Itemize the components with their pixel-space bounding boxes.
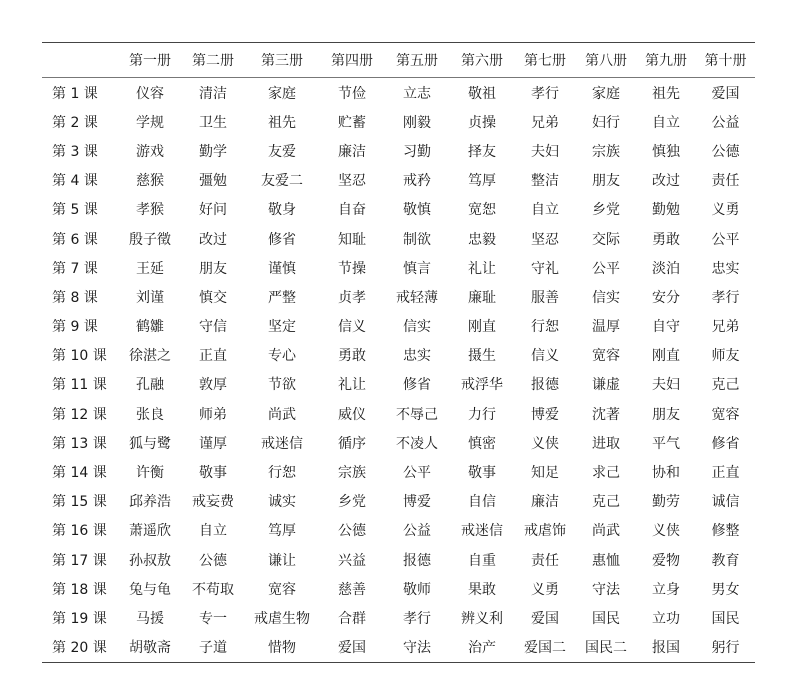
table-cell: 循序 <box>338 435 366 452</box>
table-cell: 辨义利 <box>461 610 503 627</box>
table-cell: 宽恕 <box>468 202 496 219</box>
table-cell: 刚直 <box>468 319 496 336</box>
lesson-label-cell: 第 3 课 <box>52 143 98 160</box>
table-cell: 义勇 <box>531 581 559 598</box>
table-cell: 改过 <box>652 173 680 190</box>
table-cell: 学规 <box>136 114 164 131</box>
table-cell: 刚毅 <box>403 114 431 131</box>
table-cell: 慎密 <box>468 435 496 452</box>
table-cell: 自立 <box>652 114 680 131</box>
table-cell: 宽容 <box>268 581 296 598</box>
table-cell: 戒浮华 <box>461 377 503 394</box>
table-cell: 廉洁 <box>338 143 366 160</box>
table-cell: 知足 <box>531 465 559 482</box>
lesson-label-cell: 第 10 课 <box>52 348 107 365</box>
table-cell: 公德 <box>711 143 740 160</box>
table-cell: 节俭 <box>338 85 366 102</box>
table-cell: 公平 <box>711 231 740 248</box>
table-cell: 孝行 <box>711 289 740 306</box>
lesson-table <box>42 42 755 663</box>
lesson-label-cell: 第 6 课 <box>52 231 98 248</box>
table-cell: 报德 <box>403 552 431 569</box>
table-cell: 戒迷信 <box>261 435 303 452</box>
table-row <box>42 574 755 603</box>
table-cell: 择友 <box>468 143 496 160</box>
table-cell: 立身 <box>652 581 680 598</box>
table-row <box>42 253 755 282</box>
table-row <box>42 457 755 486</box>
table-cell: 克己 <box>711 377 740 394</box>
table-row <box>42 107 755 136</box>
lesson-label-cell: 第 4 课 <box>52 173 98 190</box>
table-cell: 坚忍 <box>531 231 559 248</box>
table-cell: 清洁 <box>199 85 227 102</box>
table-cell: 敬师 <box>403 581 431 598</box>
table-cell: 正直 <box>711 465 740 482</box>
table-cell: 戒轻薄 <box>396 289 438 306</box>
table-cell: 贮蓄 <box>338 114 366 131</box>
table-cell: 摄生 <box>468 348 496 365</box>
header-cell: 第一册 <box>129 53 171 69</box>
table-cell: 习勤 <box>403 143 431 160</box>
table-cell: 合群 <box>338 610 366 627</box>
table-cell: 公德 <box>199 552 227 569</box>
table-cell: 教育 <box>711 552 740 569</box>
table-cell: 爱国 <box>711 85 740 102</box>
table-cell: 谦虚 <box>592 377 620 394</box>
table-cell: 勤学 <box>199 143 227 160</box>
table-cell: 胡敬斋 <box>129 640 171 657</box>
table-cell: 礼让 <box>338 377 366 394</box>
table-cell: 责任 <box>531 552 559 569</box>
table-cell: 尚武 <box>592 523 620 540</box>
lesson-label-cell: 第 18 课 <box>52 581 107 598</box>
table-cell: 慈猴 <box>136 173 164 190</box>
table-cell: 躬行 <box>711 640 740 657</box>
table-cell: 义侠 <box>652 523 680 540</box>
table-cell: 孝行 <box>403 610 431 627</box>
table-cell: 惠恤 <box>592 552 620 569</box>
table-cell: 公益 <box>711 114 740 131</box>
table-cell: 鹤雛 <box>136 319 164 336</box>
table-cell: 国民 <box>592 610 620 627</box>
table-cell: 公平 <box>592 260 620 277</box>
table-cell: 不凌人 <box>396 435 438 452</box>
header-cell: 第九册 <box>645 53 687 69</box>
lesson-table-container <box>42 42 755 663</box>
table-cell: 家庭 <box>592 85 620 102</box>
table-cell: 戒迷信 <box>461 523 503 540</box>
table-cell: 淡泊 <box>652 260 680 277</box>
table-cell: 义勇 <box>711 202 740 219</box>
table-cell: 礼让 <box>468 260 496 277</box>
table-cell: 整洁 <box>531 173 559 190</box>
table-cell: 朋友 <box>592 173 620 190</box>
table-cell: 爱国 <box>531 610 559 627</box>
table-cell: 勇敢 <box>652 231 680 248</box>
table-cell: 忠实 <box>711 260 740 277</box>
table-cell: 廉洁 <box>531 494 559 511</box>
table-cell: 孔融 <box>136 377 164 394</box>
table-cell: 安分 <box>652 289 680 306</box>
table-cell: 义侠 <box>531 435 559 452</box>
table-cell: 沈著 <box>592 406 620 423</box>
table-cell: 敬事 <box>199 465 227 482</box>
table-cell: 守信 <box>199 319 227 336</box>
table-cell: 立志 <box>403 85 431 102</box>
table-cell: 慎独 <box>652 143 680 160</box>
table-cell: 殷子徵 <box>129 231 171 248</box>
table-cell: 马援 <box>136 610 164 627</box>
table-cell: 宽容 <box>711 406 740 423</box>
table-cell: 家庭 <box>268 85 296 102</box>
table-cell: 卫生 <box>199 114 227 131</box>
table-cell: 张良 <box>136 406 164 423</box>
header-corner-cell <box>42 43 118 78</box>
table-row <box>42 224 755 253</box>
table-cell: 狐与鹭 <box>129 435 171 452</box>
table-row <box>42 195 755 224</box>
table-cell: 立功 <box>652 610 680 627</box>
lesson-label-cell: 第 2 课 <box>52 114 98 131</box>
table-cell: 宽容 <box>592 348 620 365</box>
table-row <box>42 428 755 457</box>
table-header <box>42 43 755 78</box>
table-cell: 爱国 <box>338 640 366 657</box>
table-row <box>42 282 755 311</box>
table-row <box>42 399 755 428</box>
table-body <box>42 78 755 663</box>
table-cell: 徐湛之 <box>129 348 171 365</box>
table-cell: 彊勉 <box>199 173 227 190</box>
table-cell: 戒妄费 <box>192 494 234 511</box>
table-cell: 博爱 <box>403 494 431 511</box>
table-cell: 忠毅 <box>468 231 496 248</box>
table-cell: 谨厚 <box>199 435 227 452</box>
table-row <box>42 78 755 108</box>
table-cell: 笃厚 <box>468 173 496 190</box>
header-row <box>42 43 755 78</box>
table-row <box>42 516 755 545</box>
table-cell: 修整 <box>711 523 740 540</box>
table-cell: 改过 <box>199 231 227 248</box>
lesson-label-cell: 第 14 课 <box>52 465 107 482</box>
lesson-label-cell: 第 15 课 <box>52 494 107 511</box>
header-cell: 第二册 <box>192 53 234 69</box>
header-cell: 第十册 <box>704 53 747 69</box>
table-row <box>42 370 755 399</box>
lesson-label-cell: 第 5 课 <box>52 202 98 219</box>
table-cell: 兔与龟 <box>129 581 171 598</box>
table-cell: 孝行 <box>531 85 559 102</box>
table-cell: 求己 <box>592 465 620 482</box>
table-cell: 自立 <box>531 202 559 219</box>
lesson-label-cell: 第 17 课 <box>52 552 107 569</box>
table-cell: 国民 <box>711 610 740 627</box>
table-cell: 克己 <box>592 494 620 511</box>
table-cell: 兄弟 <box>531 114 559 131</box>
table-cell: 信义 <box>338 319 366 336</box>
table-cell: 贞操 <box>468 114 496 131</box>
table-cell: 不辱己 <box>396 406 438 423</box>
table-cell: 勤勉 <box>652 202 680 219</box>
table-cell: 制欲 <box>403 231 431 248</box>
table-cell: 友爱 <box>268 143 296 160</box>
table-cell: 王延 <box>136 260 164 277</box>
table-cell: 男女 <box>711 581 740 598</box>
table-cell: 戒矜 <box>403 173 431 190</box>
table-cell: 行恕 <box>531 319 559 336</box>
table-cell: 谦让 <box>268 552 296 569</box>
table-cell: 专心 <box>268 348 296 365</box>
table-cell: 师友 <box>711 348 740 365</box>
table-cell: 游戏 <box>136 143 164 160</box>
table-cell: 严整 <box>268 289 296 306</box>
table-cell: 报国 <box>652 640 680 657</box>
header-cell: 第四册 <box>331 53 373 69</box>
table-cell: 爱国二 <box>524 640 566 657</box>
table-cell: 祖先 <box>652 85 680 102</box>
table-cell: 行恕 <box>268 465 296 482</box>
table-cell: 守礼 <box>531 260 559 277</box>
table-row <box>42 603 755 632</box>
table-cell: 勤劳 <box>652 494 680 511</box>
header-cell: 第五册 <box>396 53 438 69</box>
table-cell: 修省 <box>268 231 296 248</box>
table-cell: 协和 <box>652 465 680 482</box>
table-cell: 敬慎 <box>403 202 431 219</box>
table-row <box>42 166 755 195</box>
table-cell: 交际 <box>592 231 620 248</box>
table-cell: 尚武 <box>268 406 296 423</box>
lesson-label-cell: 第 13 课 <box>52 435 107 452</box>
table-cell: 孝猴 <box>136 202 164 219</box>
table-cell: 节操 <box>338 260 366 277</box>
table-cell: 治产 <box>468 640 496 657</box>
table-cell: 慎言 <box>403 260 431 277</box>
lesson-label-cell: 第 8 课 <box>52 289 98 306</box>
table-cell: 惜物 <box>268 640 296 657</box>
table-cell: 刘谨 <box>136 289 164 306</box>
table-cell: 守法 <box>592 581 620 598</box>
table-cell: 修省 <box>711 435 740 452</box>
table-cell: 贞孝 <box>338 289 366 306</box>
table-cell: 宗族 <box>592 143 620 160</box>
lesson-label-cell: 第 16 课 <box>52 523 107 540</box>
table-cell: 进取 <box>592 435 620 452</box>
table-cell: 自重 <box>468 552 496 569</box>
table-cell: 乡党 <box>592 202 620 219</box>
header-cell: 第六册 <box>461 53 503 69</box>
table-row <box>42 633 755 663</box>
table-row <box>42 312 755 341</box>
table-cell: 力行 <box>468 406 496 423</box>
table-cell: 博爱 <box>531 406 559 423</box>
table-cell: 忠实 <box>403 348 431 365</box>
table-cell: 知耻 <box>338 231 366 248</box>
table-cell: 慎交 <box>199 289 227 306</box>
table-cell: 爱物 <box>652 552 680 569</box>
table-cell: 朋友 <box>199 260 227 277</box>
header-cell: 第三册 <box>261 53 303 69</box>
lesson-label-cell: 第 11 课 <box>52 377 107 394</box>
table-cell: 许衡 <box>136 465 164 482</box>
table-cell: 夫妇 <box>652 377 680 394</box>
table-cell: 师弟 <box>199 406 227 423</box>
table-cell: 敬事 <box>468 465 496 482</box>
header-cell: 第八册 <box>585 53 627 69</box>
table-cell: 勇敢 <box>338 348 366 365</box>
table-cell: 自守 <box>652 319 680 336</box>
table-cell: 刚直 <box>652 348 680 365</box>
table-cell: 祖先 <box>268 114 296 131</box>
table-cell: 责任 <box>711 173 740 190</box>
table-cell: 果敢 <box>468 581 496 598</box>
table-cell: 平气 <box>652 435 680 452</box>
table-cell: 夫妇 <box>531 143 559 160</box>
table-cell: 正直 <box>199 348 227 365</box>
table-row <box>42 487 755 516</box>
table-cell: 敬身 <box>268 202 296 219</box>
lesson-label-cell: 第 20 课 <box>52 640 107 657</box>
table-cell: 谨慎 <box>268 260 296 277</box>
table-cell: 慈善 <box>338 581 366 598</box>
lesson-label-cell: 第 19 课 <box>52 610 107 627</box>
table-cell: 兴益 <box>338 552 366 569</box>
table-cell: 公益 <box>403 523 431 540</box>
lesson-label-cell: 第 12 课 <box>52 406 107 423</box>
table-cell: 戒虐生物 <box>254 610 310 627</box>
table-cell: 敦厚 <box>199 377 227 394</box>
table-row <box>42 341 755 370</box>
table-cell: 服善 <box>531 289 559 306</box>
table-row <box>42 136 755 165</box>
lesson-label-cell: 第 7 课 <box>52 260 98 277</box>
table-cell: 公平 <box>403 465 431 482</box>
table-cell: 敬祖 <box>468 85 496 102</box>
table-cell: 信义 <box>531 348 559 365</box>
table-cell: 廉耻 <box>468 289 496 306</box>
table-cell: 自奋 <box>338 202 366 219</box>
table-cell: 修省 <box>403 377 431 394</box>
table-cell: 报德 <box>531 377 559 394</box>
header-cell: 第七册 <box>524 53 566 69</box>
table-cell: 孙叔敖 <box>129 552 171 569</box>
table-cell: 萧遥欣 <box>129 523 171 540</box>
table-cell: 妇行 <box>592 114 620 131</box>
table-cell: 戒虐饰 <box>524 523 566 540</box>
table-cell: 守法 <box>403 640 431 657</box>
table-cell: 友爱二 <box>261 173 303 190</box>
table-cell: 专一 <box>199 610 227 627</box>
table-cell: 坚忍 <box>338 173 366 190</box>
table-cell: 信实 <box>592 289 620 306</box>
lesson-label-cell: 第 9 课 <box>52 319 98 336</box>
table-cell: 信实 <box>403 319 431 336</box>
table-cell: 朋友 <box>652 406 680 423</box>
table-cell: 温厚 <box>592 319 620 336</box>
table-cell: 坚定 <box>268 319 296 336</box>
table-row <box>42 545 755 574</box>
table-cell: 威仪 <box>338 406 366 423</box>
table-cell: 乡党 <box>338 494 366 511</box>
lesson-label-cell: 第 1 课 <box>52 85 98 102</box>
table-cell: 邱养浩 <box>129 494 171 511</box>
table-cell: 自立 <box>199 523 227 540</box>
table-cell: 笃厚 <box>268 523 296 540</box>
table-cell: 好问 <box>199 202 227 219</box>
table-cell: 子道 <box>199 640 227 657</box>
table-cell: 国民二 <box>585 640 627 657</box>
table-cell: 仪容 <box>136 85 164 102</box>
table-cell: 诚信 <box>711 494 740 511</box>
table-cell: 节欲 <box>268 377 296 394</box>
table-cell: 宗族 <box>338 465 366 482</box>
table-cell: 诚实 <box>268 494 296 511</box>
table-cell: 不苟取 <box>192 581 234 598</box>
table-cell: 兄弟 <box>711 319 740 336</box>
table-cell: 公德 <box>338 523 366 540</box>
table-cell: 自信 <box>468 494 496 511</box>
